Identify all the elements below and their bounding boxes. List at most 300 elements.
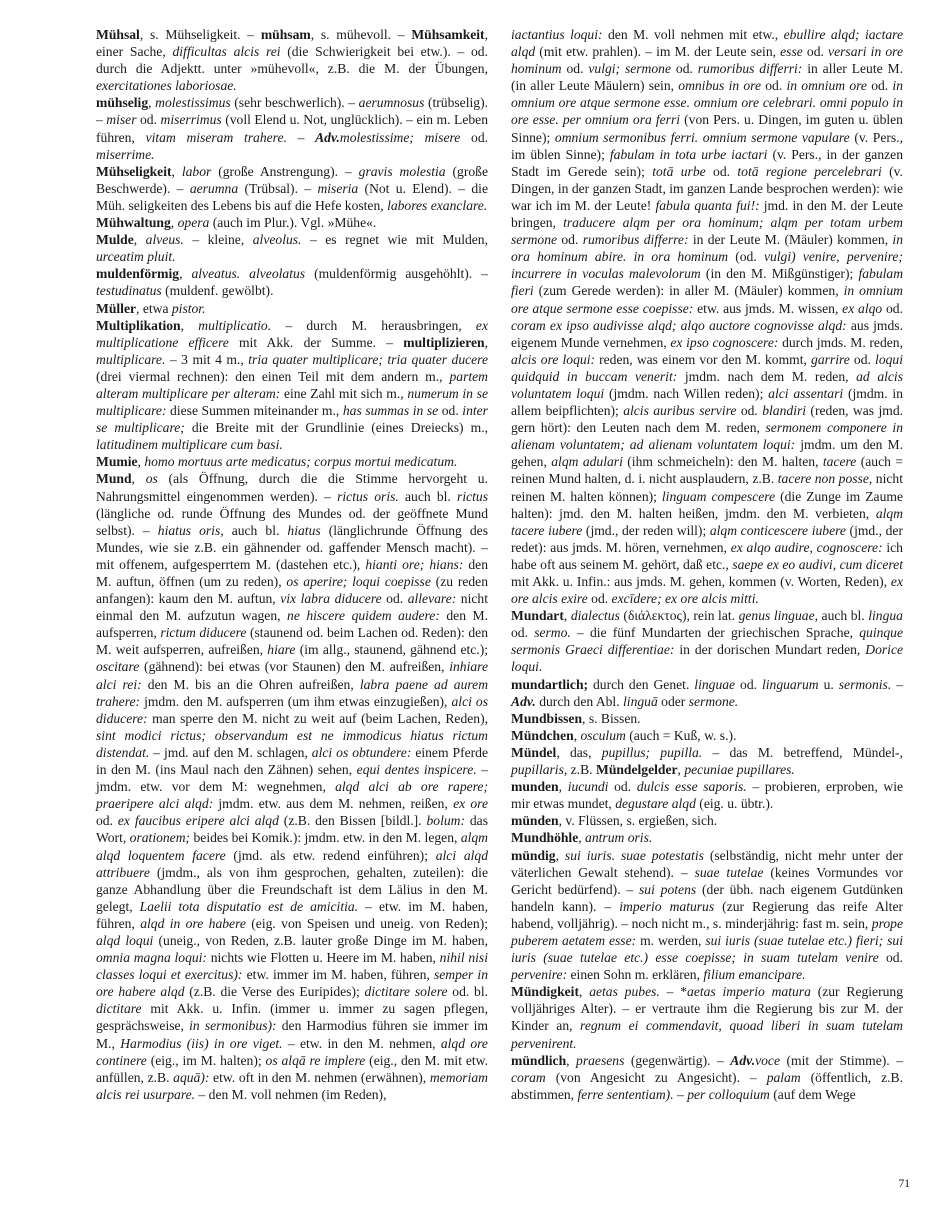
entry-text: (jmd. als etw. redend einführen); xyxy=(225,847,436,863)
entry-text: (länglichrunde Öffnung des Mundes, wie sie z.B. ein gähnender od. gaffender Mensch macht). – mit offenem, aufgesperrtem M. (dastehen etc.), xyxy=(96,522,488,572)
entry-text: nicht einmal den M. aufzutun wagen, xyxy=(96,591,488,624)
entry-text: , s. Mühseligkeit. – xyxy=(139,27,261,42)
entry-latin: voce xyxy=(755,1052,780,1068)
entry-headword: muldenförmig xyxy=(96,266,180,282)
entry-latin: iactantius loqui: xyxy=(511,27,603,42)
entry-text: etw. aus jmds. M. wissen, xyxy=(693,300,843,316)
entry-latin: genus linguae, xyxy=(738,608,818,624)
entry-latin: os xyxy=(145,471,158,487)
entry-latin: ex ore alcis exire xyxy=(511,574,903,607)
entry-text: , etwa xyxy=(136,300,172,316)
entry-latin: alci assentari xyxy=(768,385,844,401)
entry-latin: alqd ore continere xyxy=(96,1035,488,1068)
entry-text: durch den Abl. xyxy=(535,693,624,709)
entry-latin: alqd loqui xyxy=(96,932,154,948)
entry-text: den M. auftun, öffnen (um zu reden), xyxy=(96,556,488,589)
entry-text: – jmdm. etw. vor dem M: wegnehmen, xyxy=(96,762,488,795)
entry-latin: alci alqd attribuere xyxy=(96,847,488,880)
entry-latin: ex ipso cognoscere: xyxy=(670,334,779,350)
dictionary-entry xyxy=(96,300,488,317)
entry-text: od. xyxy=(761,78,787,94)
entry-text: , xyxy=(180,317,199,333)
entry-text: (v. Pers., im üblen Sinne); xyxy=(511,129,903,162)
dictionary-entry xyxy=(511,1052,903,1103)
dictionary-entry xyxy=(511,983,903,1051)
entry-text: – jmd. auf den M. schlagen, xyxy=(149,744,312,760)
entry-latin: totā regione percelebrari xyxy=(737,163,882,179)
entry-latin: coram ex ipso audivisse alqd; alqo auctore cognovisse alqd: xyxy=(511,317,847,333)
entry-text: , xyxy=(170,215,178,231)
entry-text: (Not u. Elend). – die Müh. seligkeiten des Lebens bis auf die Hefe kosten, xyxy=(96,180,488,213)
entry-text: (drei viermal rechnen): den einen Teil mit dem andern m., xyxy=(96,368,450,384)
dictionary-entry xyxy=(96,214,488,231)
entry-text: (auch = Kuß, w. s.). xyxy=(625,727,737,743)
entry-text: , xyxy=(133,232,146,248)
entry-bold-term: mühsam xyxy=(260,27,311,42)
entry-text: (voll Elend u. Not, unglücklich). – ein m. Leben führen, xyxy=(96,112,488,145)
entry-text: nichts wie Flotten u. Heere im M. haben, xyxy=(206,950,440,966)
entry-latin: garrire xyxy=(811,351,850,367)
entry-headword: mündig xyxy=(511,847,556,863)
entry-latin: antrum oris. xyxy=(585,830,653,846)
entry-latin: exercitationes laboriosae. xyxy=(96,78,237,94)
entry-latin: pupillus; pupilla. xyxy=(601,744,703,760)
entry-text: (v. Pers., in der ganzen Stadt im Gerede sein); xyxy=(511,146,903,179)
entry-headword: münden xyxy=(511,813,559,829)
entry-text: od. xyxy=(381,591,408,607)
entry-text: (auch = reinen Mund halten, d. i. nicht ausplaudern, z.B. xyxy=(511,454,903,487)
entry-latin: labores exanclare. xyxy=(387,197,488,213)
entry-text: od. xyxy=(561,61,589,77)
entry-latin: ex alqo xyxy=(842,300,883,316)
entry-headword: Multiplikation xyxy=(96,317,181,333)
entry-text: etw. immer im M. haben, führen, xyxy=(242,967,434,983)
entry-text: (zur Regierung das reife Alter habend, volljährig). – noch nicht m., s. minderjährig: fast m. sein, xyxy=(511,898,903,931)
entry-text: auch bl. xyxy=(223,522,288,538)
entry-latin: sint modici rictus; observandum est ne immodicus hiatus rictum distendat. xyxy=(96,727,488,760)
entry-text: od. xyxy=(96,813,118,829)
entry-latin: pistor. xyxy=(171,300,206,316)
entry-latin: memoriam alcis rei usurpare. xyxy=(96,1069,488,1102)
entry-text: oder xyxy=(657,693,689,709)
dictionary-entry xyxy=(511,676,903,710)
entry-text: diese Summen miteinander m., xyxy=(166,403,343,419)
entry-latin: ex alqo audire, cognoscere: xyxy=(730,539,883,555)
entry-latin: bolum: xyxy=(426,813,465,829)
entry-bold-term: multiplizieren xyxy=(403,334,485,350)
entry-latin: rictus xyxy=(457,488,488,504)
entry-latin: in sermonibus): xyxy=(189,1018,277,1034)
entry-text: (z.B. die Verse des Euripides); xyxy=(184,984,365,1000)
entry-headword: Mundart xyxy=(511,608,564,624)
entry-latin: vulgi) xyxy=(763,249,796,265)
entry-headword: munden xyxy=(511,779,559,795)
entry-text: , xyxy=(558,779,568,795)
entry-latin: dictitare xyxy=(96,1001,142,1017)
entry-headword: Mündchen xyxy=(511,727,574,743)
entry-text: jmdm. den M. aufsperren (um ihm etwas einzugießen), xyxy=(140,693,452,709)
entry-text: nicht reinen M. halten können); xyxy=(511,471,903,504)
entry-text: (von Pers. u. Dingen, im guten u. üblen Sinne); xyxy=(511,112,903,145)
entry-text: (die Zunge im Zaume halten): jmd. den M. halten heißen, jmdm. den M. verbieten, xyxy=(511,488,903,521)
entry-text: einen Sohn m. erklären, xyxy=(567,967,704,983)
entry-latin: partem alteram multiplicare per alteram: xyxy=(96,368,488,401)
entry-text: in der Leute M. (Mäuler) kommen, xyxy=(688,232,893,248)
entry-latin: tria quater multiplicare; tria quater ducere xyxy=(248,351,488,367)
entry-text: , s. mühevoll. – xyxy=(310,27,412,42)
entry-text: (auf dem Wege xyxy=(769,1086,856,1102)
entry-latin: nihil nisi classes loqui et exercitus): xyxy=(96,950,488,983)
dictionary-entry xyxy=(96,231,488,265)
entry-text: (od. xyxy=(728,249,764,265)
entry-text: (gegenwärtig). – xyxy=(624,1052,731,1068)
entry-latin: traducere alqm per ora hominum; alqm per totam urbem sermone xyxy=(511,215,904,248)
entry-text: od. xyxy=(735,676,762,692)
entry-latin: suae tutelae xyxy=(694,864,764,880)
entry-latin: alcis ore loqui: xyxy=(511,351,595,367)
entry-headword: Mühsal xyxy=(96,27,140,42)
entry-text: (im allg., staunend, gähnend etc.); xyxy=(295,642,488,658)
entry-latin: omnium sermonibus ferri. omnium sermone vapulare xyxy=(554,129,850,145)
entry-text: od. xyxy=(460,129,489,145)
entry-latin: sermonem componere in alienam voluntatem; ad alienam voluntatem loqui: xyxy=(511,420,903,453)
entry-latin: saepe ex eo audivi, cum diceret xyxy=(732,556,903,572)
entry-text: od. xyxy=(671,61,698,77)
entry-latin: sui potens xyxy=(639,881,697,897)
entry-text: den Harmodius führen sie immer im M., xyxy=(96,1018,488,1051)
entry-latin: degustare alqd xyxy=(615,796,696,812)
entry-text: (zum Gerede werden): in aller M. (Mäuler) kommen, xyxy=(533,283,844,299)
entry-text: , xyxy=(179,266,192,282)
entry-text: (jmdm. in allem beipflichten); xyxy=(511,385,903,419)
entry-latin: in omnium ore atque sermone esse coepisse: xyxy=(511,283,903,316)
entry-latin: fabula quanta fui!: xyxy=(655,197,760,213)
entry-text: od. xyxy=(736,403,763,419)
entry-text: (ihm schmeicheln): den M. halten, xyxy=(622,454,823,470)
entry-latin: dictitare solere xyxy=(364,984,448,1000)
entry-text: od. xyxy=(511,625,535,641)
entry-text: – xyxy=(286,129,316,145)
dictionary-entry xyxy=(96,265,488,299)
entry-latin: fabulam fieri xyxy=(511,266,904,299)
entry-text: das Wort, xyxy=(96,813,488,846)
entry-headword: mündlich xyxy=(511,1052,567,1068)
entry-latin: ex faucibus eripere alci alqd xyxy=(117,813,279,829)
entry-latin: vulgi; sermone xyxy=(588,61,672,77)
entry-latin: hiatus xyxy=(287,522,321,538)
entry-text: einem Pferde in den M. (ins Maul nach den Zähnen) sehen, xyxy=(96,744,488,778)
entry-text: (eig., im M. halten); xyxy=(146,1052,266,1068)
entry-text: od. xyxy=(866,78,893,94)
entry-latin: has summas in se xyxy=(342,403,439,419)
entry-bold-term: Mühsamkeit xyxy=(411,27,485,42)
entry-latin: in omnium ore atque sermone esse. omnium ore celebrari. omni populo in ore esse. per omnium ora ferri xyxy=(511,78,903,128)
entry-latin: pervenire: xyxy=(511,967,568,983)
entry-text: – kleine, xyxy=(183,232,253,248)
entry-latin: difficultas alcis rei xyxy=(172,44,281,60)
entry-text: (von Angesicht zu Angesicht). – xyxy=(545,1069,767,1085)
entry-text: od. xyxy=(802,44,829,60)
entry-latin: aerumnosus xyxy=(358,95,425,111)
entry-latin: miserrime. xyxy=(96,146,155,162)
entry-latin: allevare: xyxy=(407,591,457,607)
entry-latin: miserrimus xyxy=(160,112,222,128)
entry-text: (als Öffnung, durch die die Stimme hervorgeht u. Nahrungsmittel eingenommen werden). – xyxy=(96,471,489,504)
entry-latin: alci os diducere: xyxy=(96,693,488,726)
entry-latin: in ora hominum abire. in ora hominum xyxy=(511,232,903,265)
dictionary-entry xyxy=(511,744,903,778)
entry-latin: alqm adulari xyxy=(551,454,623,470)
entry-latin: linguarum xyxy=(761,676,819,692)
entry-text: (große Anstrengung). – xyxy=(211,163,359,179)
entry-latin: praesens xyxy=(576,1052,625,1068)
dictionary-entry xyxy=(511,829,903,846)
entry-text: jmdm. um den M. gehen, xyxy=(511,437,903,470)
entry-text: (auch im Plur.). Vgl. »Mühe«. xyxy=(209,215,377,231)
entry-adverb-marker: Adv. xyxy=(511,693,536,709)
entry-text: (διάλεκτος), rein lat. xyxy=(619,608,739,624)
entry-text: od. bl. xyxy=(447,984,489,1000)
entry-latin: linguae xyxy=(694,676,736,692)
entry-latin: hianti ore; hians: xyxy=(365,556,464,572)
entry-headword: Mündel xyxy=(511,744,557,760)
entry-text: , xyxy=(484,334,488,350)
entry-text: – xyxy=(673,1086,688,1102)
entry-text: – xyxy=(891,676,903,692)
entry-latin: linguam compescere xyxy=(661,488,776,504)
entry-latin: hiatus oris, xyxy=(157,522,224,538)
entry-text: reden, was einem vor den M. kommt, xyxy=(595,351,812,367)
entry-text: (reden, was jmd. gern hört): den Leuten nach dem M. reden, xyxy=(511,403,904,436)
entry-latin: omnia magna loqui: xyxy=(96,950,207,966)
entry-text: – den M. voll nehmen (im Reden), xyxy=(195,1086,387,1102)
entry-text: od. xyxy=(587,591,612,607)
entry-latin: versari in ore hominum xyxy=(511,44,903,77)
entry-latin: labor xyxy=(181,163,212,179)
entry-text: , xyxy=(566,1052,577,1068)
entry-text: (z.B. den Bissen [bildl.]. xyxy=(278,813,427,829)
dictionary-entry xyxy=(511,26,903,607)
entry-text: (die Schwierigkeit bei etw.). – od. durch die Adjektt. unter »mühevoll«, z.B. die M. der Übungen, xyxy=(96,44,488,77)
entry-latin: esse xyxy=(780,44,803,60)
entry-text: (eig. von Speisen und uneig. von Reden); xyxy=(245,915,489,931)
entry-latin: alqm tacere iubere xyxy=(511,505,903,538)
entry-latin: linguā xyxy=(623,693,658,709)
entry-latin: sui iuris (suae tutelae etc.) fieri; sui iuris (suae tutelae etc.) esse coepisse; in suam tutelam venire xyxy=(511,932,903,966)
entry-text: jmdm. etw. aus dem M. nehmen, reißen, xyxy=(213,796,454,812)
entry-latin: tacere non posse, xyxy=(777,471,873,487)
entry-text: (sehr beschwerlich). – xyxy=(230,95,359,111)
dictionary-entry xyxy=(511,778,903,812)
entry-latin: inhiare alci rei: xyxy=(96,659,488,692)
entry-latin: alqd alci ab ore rapere; praeripere alci alqd: xyxy=(96,779,488,812)
entry-text: man sperre den M. nicht zu weit auf (beim Lachen, Reden), xyxy=(147,710,488,726)
entry-latin: sermonis. xyxy=(838,676,892,692)
entry-text: den M. voll nehmen mit etw., xyxy=(602,27,784,42)
entry-text: (jmd., der reden will); xyxy=(582,522,710,538)
entry-latin: omnibus in ore xyxy=(678,78,762,94)
entry-text: mit Akk. der Summe. – xyxy=(228,334,404,350)
entry-text: jmd. in den M. der Leute bringen, xyxy=(511,197,903,231)
entry-text: mit Akk. u. Infin. (immer u. immer zu sagen pflegen, gesprächsweise, xyxy=(96,1001,488,1034)
entry-text: in aller Leute M. (in aller Leute Mäulern) sein, xyxy=(511,61,903,94)
entry-text: (jmdm. nach Willen reden); xyxy=(604,385,769,401)
entry-text: od. xyxy=(438,403,463,419)
entry-headword: Mund xyxy=(96,471,132,487)
entry-latin: alci os obtundere: xyxy=(311,744,412,760)
entry-text: , xyxy=(677,762,685,778)
entry-text: (eig., den M. mit etw. anfüllen, z.B. xyxy=(96,1052,488,1085)
entry-text: (jmdm., als von ihm gesprochen, gehalten, zuteilen): die ganze Abhandlung über die Freundschaft ist dem Lälius in den M. gelegt, xyxy=(96,864,488,914)
entry-text: auch bl. xyxy=(398,488,458,504)
entry-latin: coram xyxy=(511,1069,546,1085)
entry-text: – das M. betreffend, Mündel-, xyxy=(702,744,903,760)
entry-latin: testudinatus xyxy=(96,283,162,299)
dictionary-entry xyxy=(96,453,488,470)
entry-text: (längliche od. runde Öffnung des Mundes od. der geöffnete Mund selbst). – xyxy=(96,505,488,538)
entry-latin: alqm conticescere iubere xyxy=(709,522,846,538)
entry-text: (eig. u. übtr.). xyxy=(695,796,774,812)
entry-latin: homo mortuus arte medicatus; corpus mortui medicatum. xyxy=(144,454,458,470)
left-column xyxy=(96,26,488,1103)
entry-latin: sermone. xyxy=(688,693,739,709)
entry-text: od. xyxy=(608,779,637,795)
entry-latin: sermo. xyxy=(534,625,571,641)
entry-text: od. xyxy=(882,300,903,316)
entry-text: (in den M. Mißgünstiger); xyxy=(700,266,859,282)
entry-latin: rumoribus differre: xyxy=(582,232,689,248)
entry-latin: quinque sermonis Graeci differentiae: xyxy=(511,625,904,658)
entry-latin: Harmodius (iis) in ore viget. xyxy=(120,1035,283,1051)
entry-text: den M. aufsperren, xyxy=(96,608,488,641)
entry-text: (zu reden anfangen): kaum den M. auftun, xyxy=(96,574,489,607)
entry-text: (mit etw. prahlen). – im M. der Leute sein, xyxy=(535,44,781,60)
entry-latin: rictus oris. xyxy=(337,488,399,504)
entry-latin: ne hiscere quidem audere: xyxy=(287,608,440,624)
entry-latin: equi dentes inspicere. xyxy=(356,762,477,778)
dictionary-entry xyxy=(511,607,903,675)
entry-text: eine Zahl mit sich m., xyxy=(280,385,408,401)
entry-latin: opera xyxy=(177,215,210,231)
entry-text: od. xyxy=(136,112,161,128)
entry-headword: Mühwaltung xyxy=(96,215,171,231)
entry-latin: gravis molestia xyxy=(358,163,446,179)
entry-text: od. xyxy=(705,163,738,179)
entry-text: den M. bis an die Ohren aufreißen, xyxy=(141,676,360,692)
entry-text: , xyxy=(148,95,156,111)
entry-text: – die fünf Mundarten der griechischen Sprache, xyxy=(570,625,860,641)
dictionary-entry xyxy=(96,94,488,162)
entry-text: , einer Sache, xyxy=(96,27,488,60)
entry-headword: Mühseligkeit xyxy=(96,163,172,179)
entry-text: z.B. xyxy=(567,762,596,778)
dictionary-entry xyxy=(96,317,488,454)
entry-text: od. xyxy=(557,232,583,248)
entry-text: (gähnend): bei etwas (vor Staunen) den M. aufreißen, xyxy=(139,659,450,675)
entry-latin: aetas imperio matura xyxy=(687,984,811,1000)
entry-adverb-marker: Adv. xyxy=(730,1052,756,1068)
entry-headword: Müller xyxy=(96,300,137,316)
entry-text: ich habe oft aus seinem M. gehört, daß etc., xyxy=(511,539,903,572)
entry-text: (öffentlich, z.B. abstimmen, xyxy=(511,1069,903,1102)
entry-latin: osculum xyxy=(580,727,626,743)
dictionary-entry xyxy=(96,26,488,94)
entry-latin: aerumna xyxy=(189,180,239,196)
entry-text: (staunend od. beim Lachen od. Reden): den M. weit aufsperren, aufreißen, xyxy=(96,625,488,658)
entry-text: m. werden, xyxy=(636,932,706,948)
entry-text: (jmd., der redet): aus jmds. M. hören, vernehmen, xyxy=(511,522,903,555)
entry-text: (mit der Stimme). – xyxy=(780,1052,903,1068)
entry-latin: aquā): xyxy=(173,1069,210,1085)
entry-latin: miser xyxy=(106,112,137,128)
entry-headword: Mundhöhle xyxy=(511,830,579,846)
entry-latin: per colloquium xyxy=(687,1086,770,1102)
entry-latin: labra paene ad aurem trahere: xyxy=(96,676,489,709)
entry-latin: vix labra diducere xyxy=(280,591,382,607)
entry-text: durch den Genet. xyxy=(588,676,695,692)
entry-text: , xyxy=(137,454,145,470)
dictionary-entry xyxy=(96,470,488,1102)
entry-text: – * xyxy=(659,984,688,1000)
entry-latin: numerum in se multiplicare: xyxy=(96,385,488,419)
entry-latin: venire, pervenire; incurrere in voculas malevolorum xyxy=(511,249,903,282)
entry-latin: palam xyxy=(766,1069,801,1085)
dictionary-entry xyxy=(511,727,903,744)
entry-text: (muldenförmig ausgehöhlt). – xyxy=(305,266,488,282)
entry-latin: ad alcis voluntatem loqui xyxy=(511,368,903,401)
entry-latin: alveatus. alveolatus xyxy=(191,266,306,282)
entry-text: in der dorischen Mundart reden, xyxy=(674,642,866,658)
entry-headword: mundartlich; xyxy=(511,676,589,692)
entry-latin: urceatim pluit. xyxy=(96,249,176,265)
entry-latin: alveolus. xyxy=(252,232,302,248)
entry-text: – probieren, erproben, wie mir etwas mundet, xyxy=(511,779,904,812)
entry-latin: molestissimus xyxy=(155,95,231,111)
entry-latin: excīdere; ex ore alcis mitti. xyxy=(611,591,759,607)
entry-latin: semper in ore habere alqd xyxy=(96,967,488,1000)
entry-latin: multiplicare. xyxy=(96,351,166,367)
entry-headword: Mündigkeit xyxy=(511,984,579,1000)
entry-latin: lingua xyxy=(868,608,903,624)
right-column xyxy=(511,26,903,1103)
entry-latin: Laelii tota disputatio est de amicitia. xyxy=(139,898,359,914)
entry-latin: ferre sententiam). xyxy=(577,1086,674,1102)
entry-latin: rictum diducere xyxy=(160,625,247,641)
entry-text: , das, xyxy=(556,744,602,760)
entry-latin: loqui quidquid in buccam venerit: xyxy=(511,351,903,384)
entry-text: , xyxy=(171,163,182,179)
entry-text: , xyxy=(578,984,590,1000)
entry-text: (trübselig). – xyxy=(96,95,488,128)
entry-latin: multiplicatio. xyxy=(198,317,272,333)
entry-text: , v. Flüssen, s. ergießen, sich. xyxy=(558,813,718,829)
entry-headword: Mumie xyxy=(96,454,138,470)
entry-latin: pecuniae pupillares. xyxy=(684,762,795,778)
entry-latin: hiare xyxy=(267,642,296,658)
entry-text: – es regnet wie mit Mulden, xyxy=(301,232,489,248)
entry-text: , xyxy=(563,608,571,624)
entry-text xyxy=(796,249,803,264)
entry-latin: pupillaris, xyxy=(511,762,568,778)
entry-latin: blandiri xyxy=(762,403,807,419)
entry-text: jmdm. nach dem M. reden, xyxy=(677,368,857,384)
entry-text: , xyxy=(573,727,581,743)
entry-latin: inter se multiplicare; xyxy=(96,403,488,436)
entry-text: auch bl. xyxy=(818,608,869,624)
entry-latin: regnum ei commendavit, quoad liberi in suam tutelam pervenirent. xyxy=(511,1018,903,1051)
entry-adverb-marker: Adv. xyxy=(315,129,340,145)
entry-latin: latitudinem multiplicare cum basi. xyxy=(96,437,283,453)
